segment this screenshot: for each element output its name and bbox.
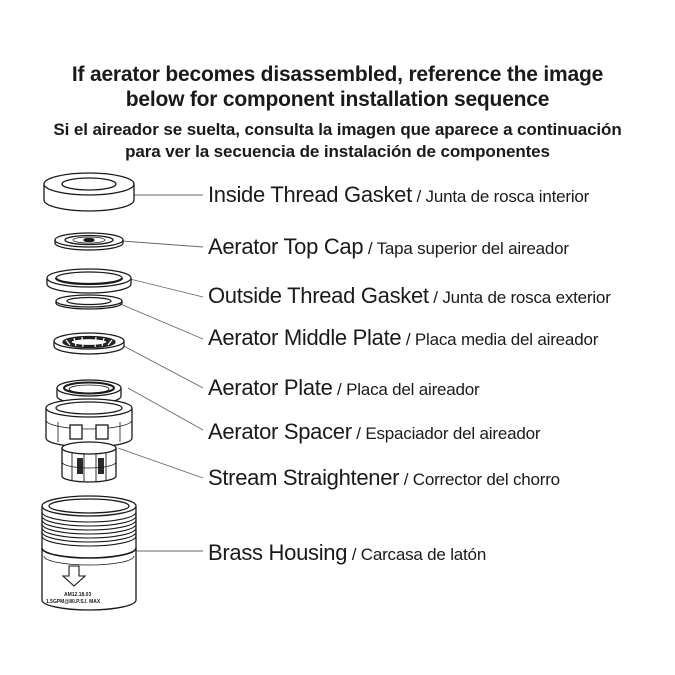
label-inside-thread-gasket xyxy=(208,182,589,211)
label-aerator-middle-plate xyxy=(208,325,598,354)
leader-middle-plate xyxy=(118,303,203,339)
label-separator: / xyxy=(411,187,426,206)
label-es: Junta de rosca interior xyxy=(425,187,590,206)
part-stream-straightener xyxy=(62,442,116,482)
label-en: Outside Thread Gasket xyxy=(208,283,429,308)
label-en: Inside Thread Gasket xyxy=(208,182,412,207)
label-en: Aerator Middle Plate xyxy=(208,325,402,350)
label-aerator-plate xyxy=(208,375,480,404)
leader-outside-thread-gasket xyxy=(130,279,203,297)
label-es: Carcasa de latón xyxy=(360,545,487,564)
label-es: Tapa superior del aireador xyxy=(376,239,569,258)
label-separator: / xyxy=(347,545,361,564)
label-es: Placa media del aireador xyxy=(414,330,599,349)
leader-aerator-spacer xyxy=(128,388,203,430)
leader-stream-straightener xyxy=(118,448,203,478)
label-es: Corrector del chorro xyxy=(412,470,560,489)
housing-marking-line1: AM12.18.03 xyxy=(64,592,92,598)
label-aerator-top-cap xyxy=(208,234,569,263)
label-separator: / xyxy=(363,239,377,258)
label-en: Stream Straightener xyxy=(208,465,400,490)
part-aerator-middle-plate xyxy=(54,333,124,354)
label-separator: / xyxy=(428,288,443,307)
part-inside-thread-gasket xyxy=(44,173,134,211)
heading-es-line1: Si el aireador se suelta, consulta la imagen que aparece a continuación xyxy=(53,120,622,139)
label-separator: / xyxy=(401,330,415,349)
label-outside-thread-gasket xyxy=(208,283,611,312)
leader-aerator-plate xyxy=(120,344,203,388)
leader-top-cap xyxy=(122,241,203,247)
label-en: Aerator Top Cap xyxy=(208,234,364,259)
heading-es-line2: para ver la secuencia de instalación de componentes xyxy=(125,142,550,161)
label-es: Espaciador del aireador xyxy=(365,424,541,443)
part-aerator-spacer xyxy=(46,399,132,447)
label-separator: / xyxy=(399,470,413,489)
part-outside-thread-gasket xyxy=(47,269,131,309)
label-stream-straightener xyxy=(208,465,560,494)
label-aerator-spacer xyxy=(208,419,540,448)
heading-en-line1: If aerator becomes disassembled, reference the image xyxy=(71,63,604,86)
housing-marking-line2: 1.5GPM@80.P.S.I. MAX xyxy=(46,599,101,605)
heading-en-line2: below for component installation sequence xyxy=(125,88,550,111)
label-es: Placa del aireador xyxy=(346,380,480,399)
label-es: Junta de rosca exterior xyxy=(442,288,611,307)
label-en: Aerator Plate xyxy=(208,375,333,400)
part-aerator-top-cap xyxy=(55,233,123,250)
label-separator: / xyxy=(332,380,347,399)
label-separator: / xyxy=(351,424,366,443)
label-en: Brass Housing xyxy=(208,540,348,565)
label-en: Aerator Spacer xyxy=(208,419,352,444)
leader-lines xyxy=(118,195,203,551)
label-brass-housing xyxy=(208,540,486,569)
